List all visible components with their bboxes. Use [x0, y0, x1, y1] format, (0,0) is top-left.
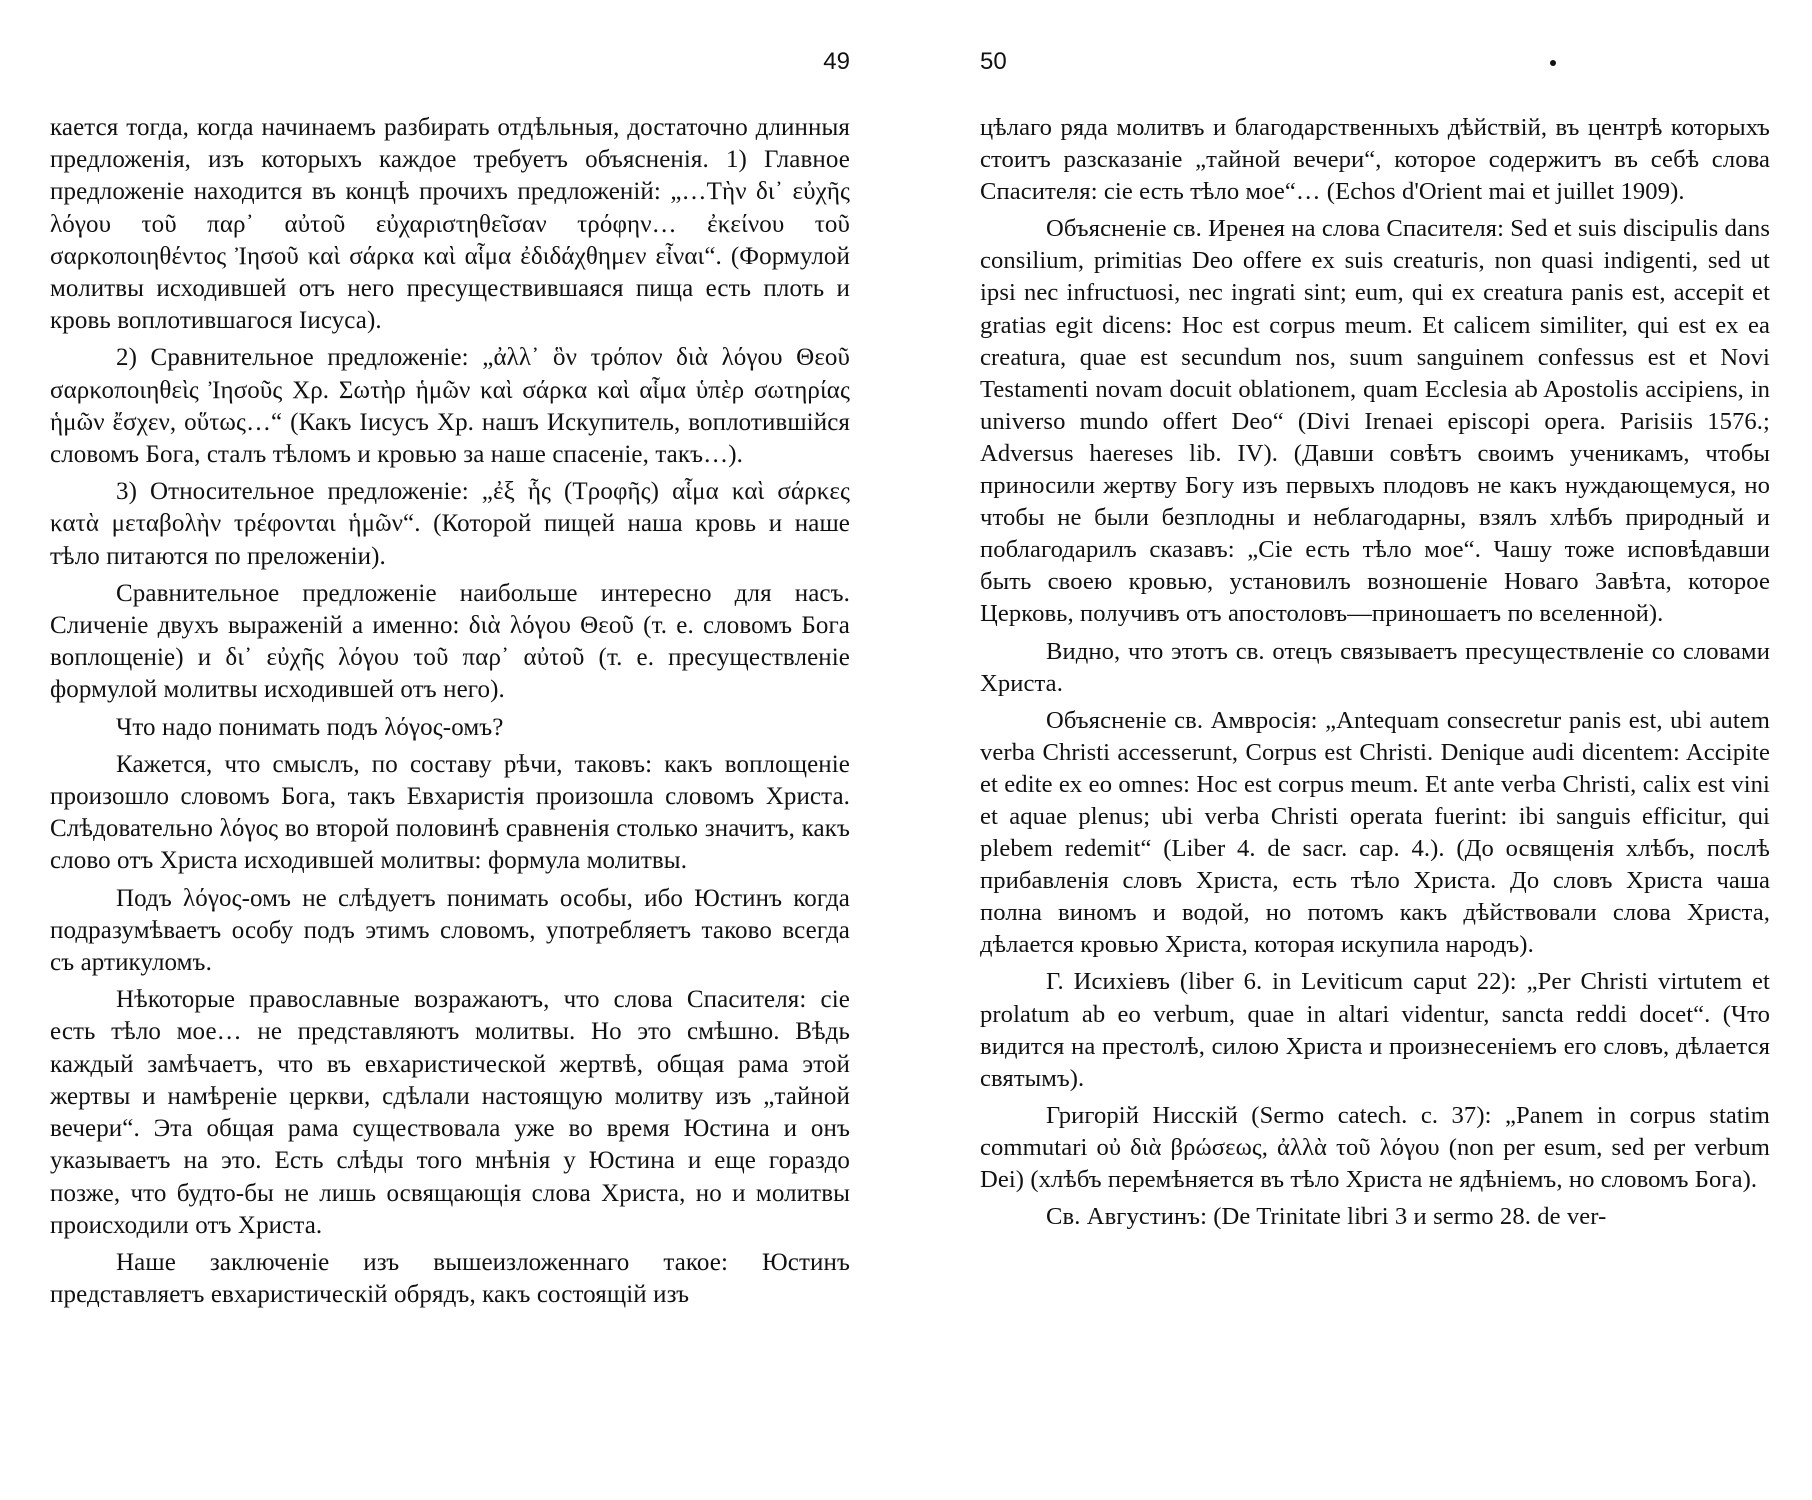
ink-speck — [1550, 60, 1556, 66]
paragraph: Григорій Нисскій (Sermo catech. c. 37): „Panem in corpus statim commutari οὐ διὰ βρώσεως, ἀλλὰ τοῦ λόγου (non per esum, sed per verbum Dei) (хлѣбъ перемѣняется въ тѣло Христа не ядѣніемъ, но словомъ Бога). — [980, 1101, 1770, 1193]
paragraph: Сравнительное предложеніе наибольше интересно для насъ. Сличеніе двухъ выраженій а именно: διὰ λόγου Θεοῦ (т. е. словомъ Бога воплощеніе) и δι᾽ εὐχῆς λόγου τοῦ παρ᾽ αὐτοῦ (т. е. пресуществленіе формулой молитвы исходившей отъ него). — [50, 579, 850, 704]
right-page — [980, 0, 1770, 1500]
page-number: 50 — [980, 48, 1007, 75]
paragraph: 3) Относительное предложеніе: „ἐξ ἧς (Τροφῆς) αἷμα καὶ σάρκες κατὰ μεταβολὴν τρέφονται ἡμῶν“. (Которой пищей наша кровь и наше тѣло питаются по преложеніи). — [50, 478, 850, 570]
page-text — [980, 112, 1770, 1238]
left-page — [50, 0, 850, 1500]
paragraph: Св. Августинъ: (De Trinitate libri 3 и sermo 28. de ver- — [1046, 1203, 1607, 1231]
paragraph: кается тогда, когда начинаемъ разбирать отдѣльныя, достаточно длинныя предложенія, изъ которыхъ каждое требуетъ объясненія. 1) Главное предложеніе находится въ концѣ прочихъ предложеній: „…Τὴν δι᾽ εὐχῆς λόγου τοῦ παρ᾽ αὐτοῦ εὐχαριστηθεῖσαν τρόφην… ἐκείνου τοῦ σαρκοποιηθέντος Ἰησοῦ καὶ σάρκα καὶ αἷμα ἐδιδάχθημεν εἶναι“. (Формулой молитвы исходившей отъ него пресуществившаяся пища есть плоть и кровь воплотившагося Іисуса). — [50, 114, 850, 335]
paragraph: 2) Сравнительное предложеніе: „ἀλλ᾽ ὃν τρόπον διὰ λόγου Θεοῦ σαρκοποιηθεὶς Ἰησοῦς Χρ. Σωτὴρ ἡμῶν καὶ σάρκα καὶ αἷμα ὑπὲρ σωτηρίας ἡμῶν ἔσχεν, οὕτως…“ (Какъ Іисусъ Хр. нашъ Искупитель, воплотившійся словомъ Бога, сталъ тѣломъ и кровью за наше спасеніе, такъ…). — [50, 344, 850, 469]
paragraph: Г. Исихіевъ (liber 6. in Leviticum caput 22): „Per Christi virtutem et prolatum ab eo verbum, quae in altari videntur, sancta reddi docet“. (Что видится на престолѣ, силою Христа и произнесеніемъ его словъ, дѣлается святымъ). — [980, 968, 1770, 1092]
paragraph: Объясненіе св. Иренея на слова Спасителя: Sed et suis discipulis dans consilium, primitias Deo offere ex suis creaturis, non quasi indigenti, sed ut ipsi nec infructuosi, nec ingrati sint; eum, qui ex creatura panis est, accepit et gratias egit dicens: Hoc est corpus meum. Et calicem similiter, qui est ex ea creatura, quae est secundum nos, suum sanguinem confessus est et Novi Testamenti novam docuit oblationem, quam Ecclesia ab Apostolis accipiens, in universo mundo offert Deo“ (Divi Irenaei episcopi opera. Parisiis 1576.; Adversus haereses lib. IV). (Давши совѣтъ своимъ ученикамъ, чтобы приносили жертву Богу изъ первыхъ плодовъ не какъ нуждающемуся, но чтобы не были безплодны и неблагодарны, взялъ хлѣбъ природный и поблагодарилъ сказавъ: „Сіе есть тѣло мое“. Чашу тоже исповѣдавши быть своею кровью, установилъ возношеніе Новаго Завѣта, которое Церковь, получивъ отъ апостоловъ—приношаетъ по вселенной). — [980, 215, 1770, 628]
paragraph: Что надо понимать подъ λόγος-омъ? — [116, 713, 504, 741]
paragraph: Кажется, что смыслъ, по составу рѣчи, таковъ: какъ воплощеніе произошло словомъ Бога, такъ Евхаристія произошла словомъ Христа. Слѣдовательно λόγος во второй половинѣ сравненія столько значитъ, какъ слово отъ Христа исходившей молитвы: формула молитвы. — [50, 750, 850, 875]
paragraph: Видно, что этотъ св. отецъ связываетъ пресуществленіе со словами Христа. — [980, 637, 1770, 697]
page-number: 49 — [823, 48, 850, 75]
paragraph: цѣлаго ряда молитвъ и благодарственныхъ дѣйствій, въ центрѣ которыхъ стоитъ разсказаніе „тайной вечери“, которое содержитъ въ себѣ слова Спасителя: сіе есть тѣло мое“… (Echos d'Orient mai et juillet 1909). — [980, 114, 1770, 206]
paragraph: Объясненіе св. Амвросія: „Antequam consecretur panis est, ubi autem verba Christi accesserunt, Corpus est Christi. Denique audi dicentem: Accipite et edite ex eo omnes: Hoc est corpus meum. Et ante verba Christi, calix est vini et aquae plenus; ubi verba Christi operata fuerint: ibi sanguis efficitur, qui plebem redemit“ (Liber 4. de sacr. cap. 4.). (До освященія хлѣбъ, послѣ прибавленія словъ Христа, есть тѣло Христа. До словъ Христа чаша полна виномъ и водой, но потомъ какъ дѣйствовали слова Христа, дѣлается кровью Христа, которая искупила народъ). — [980, 706, 1770, 959]
page-text — [50, 112, 850, 1316]
paragraph: Наше заключеніе изъ вышеизложеннаго такое: Юстинъ представляетъ евхаристическій обрядъ, какъ состоящій изъ — [50, 1248, 850, 1309]
paragraph: Подъ λόγος-омъ не слѣдуетъ понимать особы, ибо Юстинъ когда подразумѣваетъ особу подъ этимъ словомъ, употребляетъ таково всегда съ артикуломъ. — [50, 884, 850, 977]
paragraph: Нѣкоторые православные возражаютъ, что слова Спасителя: сіе есть тѣло мое… не представляютъ молитвы. Но это смѣшно. Вѣдь каждый замѣчаетъ, что въ евхаристической жертвѣ, общая рама этой жертвы и намѣреніе церкви, сдѣлали настоящую молитву изъ „тайной вечери“. Эта общая рама существовала уже во время Юстина и онъ указываетъ на это. Есть слѣды того мнѣнія у Юстина и еще гораздо позже, что будто-бы не лишь освящающія слова Христа, но и молитвы происходили отъ Христа. — [50, 986, 850, 1239]
